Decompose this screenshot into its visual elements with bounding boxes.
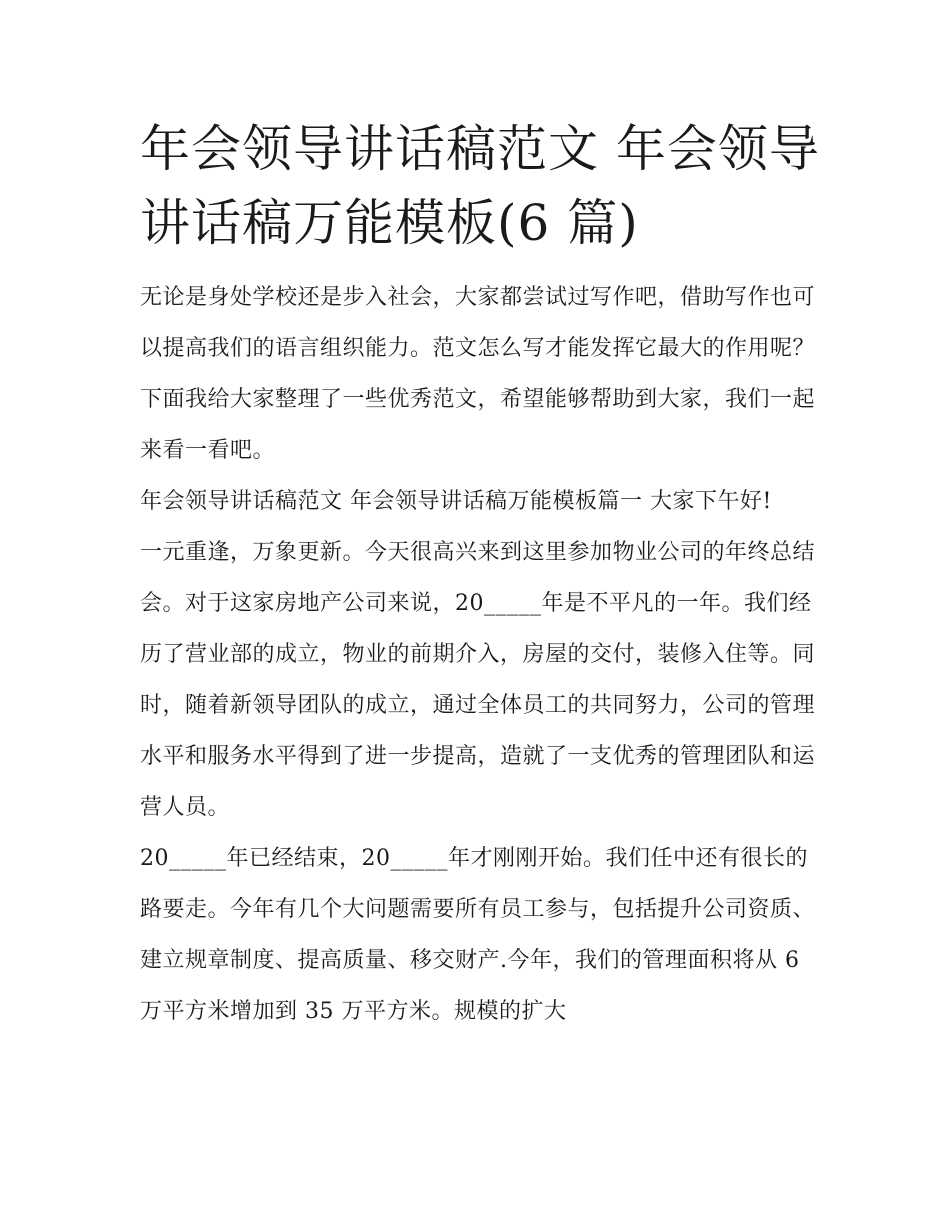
paragraph-intro: 无论是身处学校还是步入社会，大家都尝试过写作吧，借助写作也可以提高我们的语言组织能力。范文怎么写才能发挥它最大的作用呢？下面我给大家整理了一些优秀范文，希望能够帮助到大家，我们一起来看一看吧。 bbox=[140, 285, 816, 463]
paragraph-body-2: 20_____年已经结束，20_____年才刚刚开始。我们任中还有很长的路要走。今年有几个大问题需要所有员工参与，包括提升公司资质、建立规章制度、提高质量、移交财产.今年，我们的管理面积将从 6 万平方米增加到 35 万平方米。规模的扩大 bbox=[140, 846, 816, 1024]
paragraph-section-heading: 年会领导讲话稿范文 年会领导讲话稿万能模板篇一 大家下午好! bbox=[140, 489, 772, 514]
document-body bbox=[140, 112, 820, 1037]
document-title: 年会领导讲话稿范文 年会领导讲话稿万能模板(6 篇) bbox=[140, 120, 820, 252]
paragraph-body-1: 一元重逢，万象更新。今天很高兴来到这里参加物业公司的年终总结会。对于这家房地产公司来说，20_____年是不平凡的一年。我们经历了营业部的成立，物业的前期介入，房屋的交付，装修入住等。同时，随着新领导团队的成立，通过全体员工的共同努力，公司的管理水平和服务水平得到了进一步提高，造就了一支优秀的管理团队和运营人员。 bbox=[140, 540, 816, 820]
